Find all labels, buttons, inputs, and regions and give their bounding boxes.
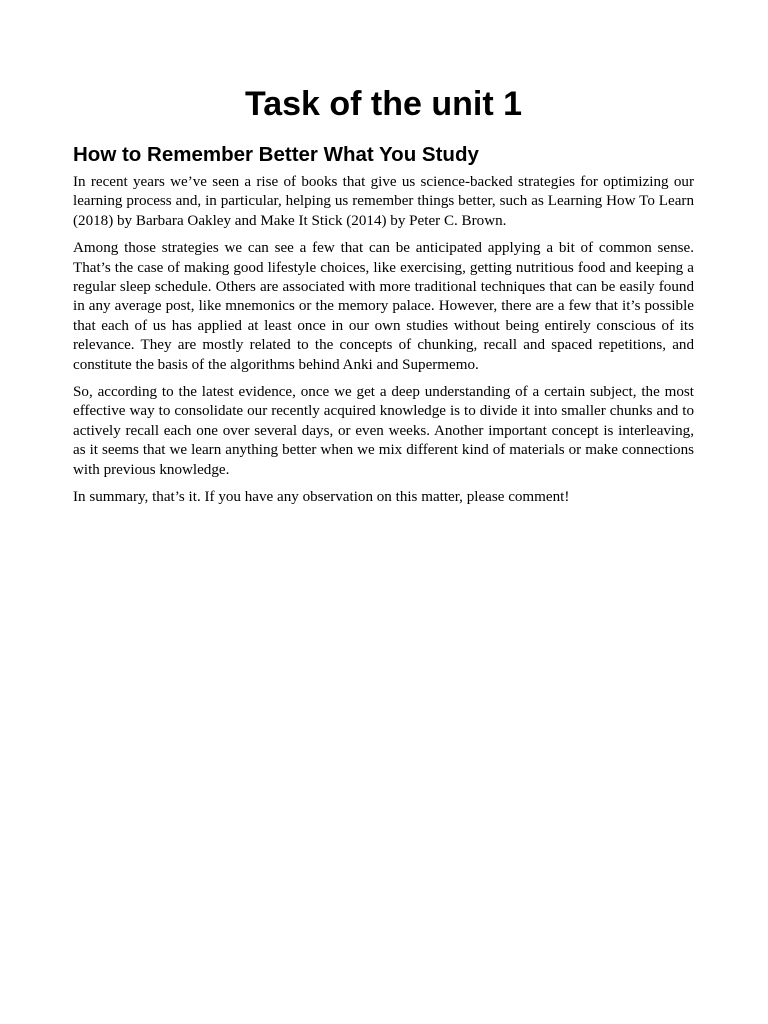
document-page	[73, 0, 694, 516]
paragraph-strategies: Among those strategies we can see a few that can be anticipated applying a bit of common sense. That’s the case of making good lifestyle choices, like exercising, getting nutritious food and keeping a regular sleep schedule. Others are associated with more traditional techniques that can be easily found in any average post, like mnemonics or the memory palace. However, there are a few that it’s possible that each of us has applied at least once in our own studies without being entirely conscious of its relevance. They are mostly related to the concepts of chunking, recall and spaced repetitions, and constitute the basis of the algorithms behind Anki and Supermemo.	[73, 240, 694, 373]
section-heading: How to Remember Better What You Study	[73, 143, 479, 166]
paragraph-intro: In recent years we’ve seen a rise of books that give us science-backed strategies for optimizing our learning process and, in particular, helping us remember things better, such as Learning How To Learn (2018) by Barbara Oakley and Make It Stick (2014) by Peter C. Brown.	[73, 174, 694, 229]
paragraph-summary: In summary, that’s it. If you have any observation on this matter, please comment!	[73, 489, 570, 506]
paragraph-evidence: So, according to the latest evidence, once we get a deep understanding of a certain subject, the most effective way to consolidate our recently acquired knowledge is to divide it into smaller chunks and to actively recall each one over several days, or even weeks. Another important concept is interleaving, as it seems that we learn anything better when we mix different kind of materials or make connections with previous knowledge.	[73, 384, 694, 478]
document-title: Task of the unit 1	[244, 85, 523, 123]
